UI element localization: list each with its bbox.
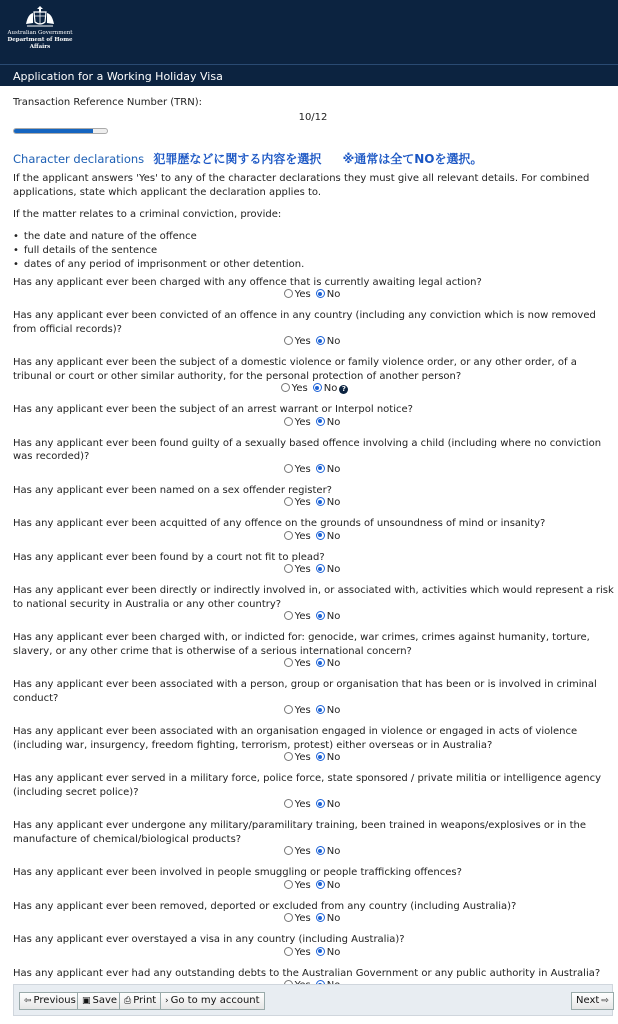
answer-group <box>13 497 616 510</box>
radio-no[interactable] <box>316 846 325 855</box>
answer-group <box>13 383 616 396</box>
answer-option-yes[interactable] <box>284 752 311 763</box>
coat-of-arms-icon <box>23 4 57 30</box>
radio-no[interactable] <box>316 336 325 345</box>
answer-label-no: No <box>326 289 341 300</box>
answer-group <box>13 531 616 544</box>
question-text: Has any applicant ever been found guilty of a sexually based offence involving a child (including where no conviction was recorded)? <box>13 437 602 462</box>
answer-label-yes: Yes <box>294 289 311 300</box>
answer-option-yes[interactable] <box>284 417 311 428</box>
question-item <box>13 900 616 927</box>
radio-no[interactable] <box>316 564 325 573</box>
radio-no[interactable] <box>316 289 325 298</box>
conviction-detail-item: • the date and nature of the offence <box>13 230 618 244</box>
radio-no[interactable] <box>316 752 325 761</box>
answer-label-no: No <box>326 752 341 763</box>
answer-label-yes: Yes <box>294 463 311 475</box>
answer-label-yes: Yes <box>294 336 311 347</box>
answer-label-yes: Yes <box>294 530 311 542</box>
radio-no[interactable] <box>316 705 325 714</box>
question-text: Has any applicant ever been involved in people smuggling or people trafficking offences? <box>13 867 462 878</box>
radio-no[interactable] <box>316 497 325 506</box>
question-item <box>13 517 616 544</box>
progress-bar <box>13 128 108 134</box>
answer-group <box>13 947 616 960</box>
radio-yes[interactable] <box>284 417 293 426</box>
answer-option-yes[interactable] <box>284 658 311 669</box>
radio-no[interactable] <box>316 947 325 956</box>
radio-no[interactable] <box>316 880 325 889</box>
radio-yes[interactable] <box>284 913 293 922</box>
answer-label-no: No <box>323 383 338 394</box>
radio-yes[interactable] <box>284 611 293 620</box>
government-logo <box>6 4 74 51</box>
radio-yes[interactable] <box>284 497 293 506</box>
intro-paragraph: If the applicant answers 'Yes' to any of the character declarations they must give all relevant details. For combined applications, state which applicant the declaration applies to. <box>13 173 590 198</box>
answer-label-no: No <box>326 658 341 669</box>
answer-label-no: No <box>326 846 341 857</box>
question-list <box>13 276 618 994</box>
radio-yes[interactable] <box>284 705 293 714</box>
answer-option-yes[interactable] <box>281 383 308 394</box>
radio-no[interactable] <box>316 611 325 620</box>
question-text: Has any applicant ever been found by a court not fit to plead? <box>13 551 325 563</box>
question-item <box>13 772 616 812</box>
previous-button[interactable] <box>19 992 81 1010</box>
save-label: Save <box>92 995 118 1006</box>
answer-group <box>13 705 616 718</box>
help-icon[interactable]: ? <box>339 385 348 394</box>
answer-label-yes: Yes <box>294 913 311 924</box>
question-text: Has any applicant ever been the subject of an arrest warrant or Interpol notice? <box>13 404 413 415</box>
question-text: Has any applicant ever been acquitted of any offence on the grounds of unsoundness of mind or insanity? <box>13 518 546 529</box>
answer-group <box>13 658 616 671</box>
radio-no[interactable] <box>316 913 325 922</box>
answer-label-no: No <box>326 530 341 542</box>
answer-label-no: No <box>326 416 341 428</box>
radio-yes[interactable] <box>284 658 293 667</box>
radio-no[interactable] <box>316 531 325 540</box>
answer-label-yes: Yes <box>294 752 311 763</box>
answer-option-no[interactable] <box>316 658 341 669</box>
answer-group <box>13 417 616 430</box>
answer-option-yes[interactable] <box>284 336 311 347</box>
question-item <box>13 725 616 765</box>
section-title: Character declarations <box>13 152 145 166</box>
print-button[interactable] <box>119 992 161 1010</box>
conviction-details-list <box>13 230 618 272</box>
answer-label-no: No <box>326 705 341 716</box>
radio-yes[interactable] <box>281 383 290 392</box>
answer-group <box>13 336 616 349</box>
answer-group <box>13 564 616 577</box>
next-label: Next <box>576 995 600 1006</box>
progress-bar-fill <box>14 129 93 133</box>
answer-option-yes[interactable] <box>284 913 311 924</box>
answer-label-no: No <box>326 497 341 508</box>
arrow-left-icon: ⇦ <box>24 996 32 1006</box>
answer-group <box>13 880 616 893</box>
answer-label-no: No <box>326 946 341 958</box>
radio-yes[interactable] <box>284 846 293 855</box>
answer-label-no: No <box>326 611 341 622</box>
answer-option-no[interactable] <box>316 611 341 622</box>
answer-group <box>13 913 616 926</box>
go-to-account-button[interactable] <box>160 992 265 1010</box>
question-item <box>13 551 616 578</box>
answer-option-no[interactable] <box>316 880 341 891</box>
answer-option-yes[interactable] <box>284 464 311 475</box>
answer-option-no[interactable] <box>316 752 341 763</box>
answer-label-yes: Yes <box>294 846 311 857</box>
answer-group <box>13 799 616 812</box>
question-text: Has any applicant ever been directly or indirectly involved in, or associated with, activities which would represent a risk to national security in Australia or any other country? <box>13 585 614 610</box>
answer-option-no[interactable] <box>316 464 341 475</box>
answer-option-no[interactable] <box>316 947 341 958</box>
answer-option-yes[interactable] <box>284 799 311 810</box>
answer-label-yes: Yes <box>294 705 311 716</box>
radio-no[interactable] <box>313 383 322 392</box>
printer-icon: ⎙ <box>124 996 132 1006</box>
answer-label-yes: Yes <box>294 946 311 958</box>
answer-option-yes[interactable] <box>284 705 311 716</box>
answer-option-no[interactable] <box>316 336 341 347</box>
question-text: Has any applicant ever been associated with a person, group or organisation that has been or is involved in criminal conduct? <box>13 679 597 704</box>
answer-option-no[interactable] <box>316 913 341 924</box>
previous-label: Previous <box>33 995 76 1006</box>
answer-option-yes[interactable] <box>284 497 311 508</box>
answer-option-yes[interactable] <box>284 531 311 542</box>
answer-option-no[interactable] <box>316 289 341 300</box>
account-label: Go to my account <box>170 995 260 1006</box>
radio-yes[interactable] <box>284 947 293 956</box>
radio-yes[interactable] <box>284 564 293 573</box>
floppy-disk-icon: ▣ <box>82 996 91 1006</box>
annotation-note-1: 犯罪歴などに関する内容を選択 <box>153 152 322 166</box>
answer-option-no[interactable] <box>316 497 341 508</box>
answer-option-no[interactable] <box>316 531 341 542</box>
question-item <box>13 631 616 671</box>
criminal-conviction-paragraph: If the matter relates to a criminal conviction, provide: <box>13 209 282 220</box>
radio-yes[interactable] <box>284 799 293 808</box>
question-item <box>13 309 616 349</box>
answer-label-yes: Yes <box>294 658 311 669</box>
answer-option-yes[interactable] <box>284 947 311 958</box>
answer-option-no[interactable] <box>316 564 341 575</box>
question-item <box>13 933 616 960</box>
chevron-right-icon: › <box>165 996 169 1006</box>
conviction-detail-item: • full details of the sentence <box>13 244 618 258</box>
answer-option-no[interactable] <box>316 705 341 716</box>
answer-option-yes[interactable] <box>284 564 311 575</box>
answer-option-yes[interactable] <box>284 611 311 622</box>
radio-yes[interactable] <box>284 880 293 889</box>
question-item <box>13 356 616 396</box>
answer-label-yes: Yes <box>294 611 311 622</box>
next-button[interactable] <box>571 992 614 1010</box>
page-title: Application for a Working Holiday Visa <box>13 70 223 83</box>
answer-group <box>13 611 616 624</box>
section-header <box>13 150 618 168</box>
answer-group <box>13 464 616 477</box>
answer-label-yes: Yes <box>291 383 308 394</box>
arrow-right-icon: ⇨ <box>601 996 609 1006</box>
answer-option-yes[interactable] <box>284 880 311 891</box>
print-label: Print <box>133 995 157 1006</box>
question-text: Has any applicant ever been convicted of an offence in any country (including any conviction which is now removed from official records)? <box>13 310 596 335</box>
question-text: Has any applicant ever had any outstanding debts to the Australian Government or any public authority in Australia? <box>13 967 601 979</box>
answer-option-yes[interactable] <box>284 846 311 857</box>
answer-option-no[interactable] <box>316 846 341 857</box>
answer-label-yes: Yes <box>294 416 311 428</box>
answer-option-no[interactable] <box>313 383 338 394</box>
question-item <box>13 819 616 859</box>
question-text: Has any applicant ever been associated with an organisation engaged in violence or engaged in acts of violence (including war, insurgency, freedom fighting, terrorism, protest) either overseas or in Australia? <box>13 726 578 751</box>
question-item <box>13 866 616 893</box>
radio-no[interactable] <box>316 799 325 808</box>
answer-label-no: No <box>326 564 341 575</box>
answer-group <box>13 752 616 765</box>
answer-label-no: No <box>326 799 341 810</box>
site-header <box>0 0 618 64</box>
answer-label-yes: Yes <box>294 799 311 810</box>
form-footer <box>13 984 613 1016</box>
logo-line-government: Australian Government <box>7 30 73 36</box>
question-item <box>13 276 616 303</box>
question-text: Has any applicant ever been charged with any offence that is currently awaiting legal action? <box>13 276 482 288</box>
question-text: Has any applicant ever undergone any military/paramilitary training, been trained in weapons/explosives or in the manufacture of chemical/biological products? <box>13 820 586 845</box>
radio-yes[interactable] <box>284 531 293 540</box>
answer-label-no: No <box>326 879 341 891</box>
question-item <box>13 678 616 718</box>
question-text: Has any applicant ever been charged with, or indicted for: genocide, war crimes, crimes against humanity, torture, slavery, or any other crime that is otherwise of a serious international concern? <box>13 632 590 657</box>
answer-label-no: No <box>326 336 341 347</box>
annotation-note-2: ※通常は全てNOを選択。 <box>342 152 483 166</box>
question-item <box>13 403 616 430</box>
question-text: Has any applicant ever been removed, deported or excluded from any country (including Australia)? <box>13 900 517 912</box>
question-item <box>13 437 616 477</box>
trn-label: Transaction Reference Number (TRN): <box>13 97 202 108</box>
answer-label-no: No <box>326 913 341 924</box>
radio-yes[interactable] <box>284 752 293 761</box>
radio-yes[interactable] <box>284 464 293 473</box>
save-button[interactable] <box>77 992 122 1010</box>
progress-text: 10/12 <box>298 112 328 123</box>
question-text: Has any applicant ever overstayed a visa in any country (including Australia)? <box>13 934 405 945</box>
answer-group <box>13 289 616 302</box>
question-text: Has any applicant ever served in a military force, police force, state sponsored / private militia or intelligence agency (including secret police)? <box>13 773 602 798</box>
question-item <box>13 484 616 511</box>
radio-no[interactable] <box>316 464 325 473</box>
page-title-bar <box>0 64 618 86</box>
answer-label-no: No <box>326 463 341 475</box>
conviction-detail-item: • dates of any period of imprisonment or other detention. <box>13 258 618 272</box>
question-item <box>13 584 616 624</box>
question-text: Has any applicant ever been the subject of a domestic violence or family violence order, or any other order, of a tribunal or court or other similar authority, for the personal protection of another person? <box>13 357 577 382</box>
radio-yes[interactable] <box>284 336 293 345</box>
answer-group <box>13 846 616 859</box>
answer-label-yes: Yes <box>294 564 311 575</box>
question-text: Has any applicant ever been named on a sex offender register? <box>13 484 332 496</box>
form-content <box>0 86 618 993</box>
logo-line-department: Department of Home Affairs <box>7 37 73 50</box>
answer-option-no[interactable] <box>316 799 341 810</box>
radio-no[interactable] <box>316 658 325 667</box>
radio-yes[interactable] <box>284 289 293 298</box>
answer-label-yes: Yes <box>294 497 311 508</box>
answer-label-yes: Yes <box>294 879 311 891</box>
answer-option-yes[interactable] <box>284 289 311 300</box>
radio-no[interactable] <box>316 417 325 426</box>
answer-option-no[interactable] <box>316 417 341 428</box>
